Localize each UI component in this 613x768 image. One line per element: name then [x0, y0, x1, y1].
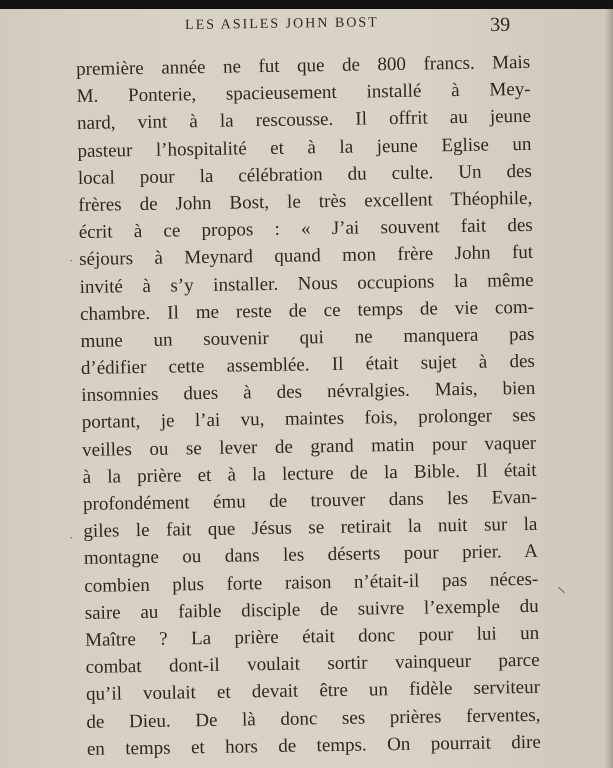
- text-line: première année ne fut que de 800 francs. Mais: [76, 51, 531, 80]
- text-line: qu’il voulait et devait être un fidèle serviteur: [85, 677, 541, 706]
- text-line: combien plus forte raison n’était-il pas néces-: [84, 568, 539, 597]
- text-line: frères de John Bost, le très excellent Théophile,: [78, 187, 533, 216]
- text-line: Maître ? La prière était donc pour lui un: [85, 622, 540, 651]
- page-number: 39: [490, 13, 511, 36]
- text-line: nard, vint à la rescousse. Il offrit au jeune: [76, 106, 532, 135]
- text-line: portant, je l’ai vu, maintes fois, prolonger ses: [81, 405, 536, 434]
- text-line: chambre. Il me reste de ce temps de vie com-: [79, 296, 535, 325]
- text-line: insomnies dues à des névralgies. Mais, bien: [81, 378, 536, 407]
- margin-mark-icon: \: [557, 584, 566, 597]
- text-line: pasteur l’hospitalité et à la jeune Eglise un: [77, 133, 532, 162]
- text-line: invité à s’y installer. Nous occupions la même: [79, 269, 534, 298]
- speck-mark-icon: ·: [67, 255, 76, 268]
- scan-top-edge: [0, 0, 613, 9]
- text-line: M. Ponterie, spacieusement installé à Mey-: [76, 79, 531, 108]
- text-line: combat dont-il voulait sortir vainqueur parce: [85, 649, 540, 679]
- text-line: mune un souvenir qui ne manquera pas: [80, 323, 535, 352]
- body-text: [76, 49, 541, 763]
- text-line: saire au faible disciple de suivre l’exemple du: [84, 595, 539, 624]
- text-line: à la prière et à la lecture de la Bible. Il était: [82, 459, 537, 488]
- text-line: giles le fait que Jésus se retirait la nuit sur la: [83, 513, 538, 543]
- running-head: LES ASILES JOHN BOST: [185, 15, 379, 33]
- text-line: profondément ému de trouver dans les Evan-: [82, 486, 538, 515]
- text-line: veilles ou se lever de grand matin pour vaquer: [82, 432, 537, 461]
- text-line: en temps et hors de temps. On pourrait dire: [86, 731, 541, 760]
- text-line: d’édifier cette assemblée. Il était sujet à des: [80, 350, 536, 380]
- text-line: écrit à ce propos : « J’ai souvent fait des: [78, 214, 533, 244]
- speck-mark-icon: ·: [67, 532, 76, 545]
- text-line: séjours à Meynard quand mon frère John fut: [79, 242, 534, 271]
- text-line: de Dieu. De là donc ses prières ferventes,: [86, 704, 541, 733]
- page-edge-shadow: [605, 0, 613, 768]
- text-line: montagne ou dans les déserts pour prier. A: [83, 541, 539, 570]
- text-line: local pour la célébration du culte. Un des: [77, 160, 533, 189]
